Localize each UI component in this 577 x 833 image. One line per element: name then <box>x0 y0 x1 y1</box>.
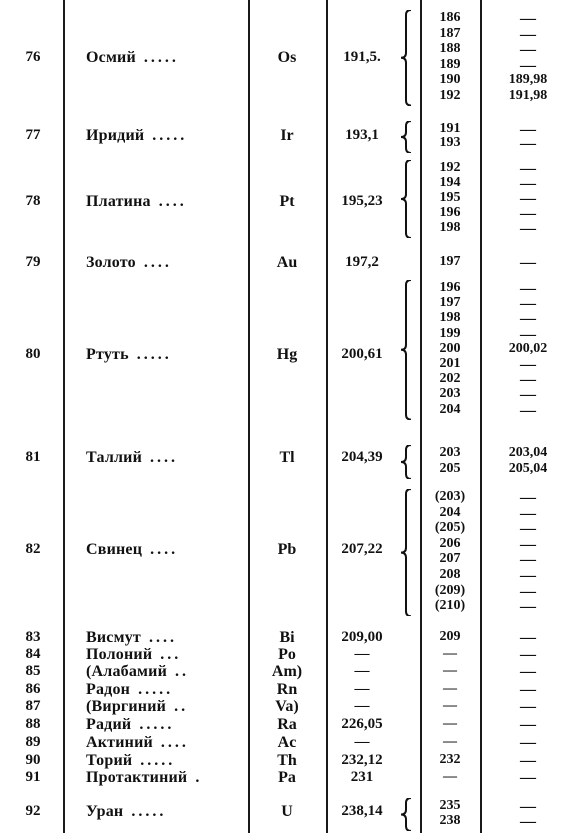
isotope-mass-number: 195 <box>439 190 461 205</box>
atomic-number: 90 <box>25 752 41 768</box>
leader-dots: ..... <box>140 752 176 769</box>
atomic-weight: 191,5. <box>343 49 381 65</box>
leader-dots: ..... <box>139 716 175 733</box>
atomic-number: 81 <box>25 449 41 465</box>
isotope-exact-mass: — <box>520 489 536 506</box>
isotope-exact-mass: — <box>520 504 536 522</box>
isotope-exact-mass: — <box>520 121 536 138</box>
leader-dots: .... <box>143 254 172 271</box>
atomic-weight: — <box>354 698 370 714</box>
atomic-weight: 204,39 <box>341 449 383 465</box>
isotope-mass-number: (210) <box>434 598 466 614</box>
element-symbol: Pb <box>277 541 297 558</box>
element-name: Таллий <box>86 449 143 466</box>
isotope-mass-number: 188 <box>439 41 461 56</box>
isotope-exact-mass: — <box>520 254 536 271</box>
isotope-mass-number: 209 <box>439 629 461 644</box>
isotope-mass-number: — <box>443 646 457 661</box>
atomic-number: 91 <box>25 769 41 785</box>
isotope-mass-number: 197 <box>439 295 461 311</box>
isotope-mass-number: (203) <box>434 489 466 504</box>
isotope-mass-number: 193 <box>439 135 461 150</box>
element-symbol: Pa <box>278 769 296 786</box>
atomic-weight: — <box>354 734 370 750</box>
isotope-exact-mass: — <box>520 663 536 680</box>
isotope-mass-number: 198 <box>439 220 461 235</box>
atomic-weight: 238,14 <box>341 803 383 819</box>
element-symbol: Au <box>276 254 298 271</box>
isotope-exact-mass: — <box>520 551 536 569</box>
isotope-mass-number: — <box>443 769 457 784</box>
isotope-exact-mass: — <box>520 371 536 389</box>
atomic-number: 87 <box>25 698 41 714</box>
curly-brace <box>400 445 414 479</box>
atomic-weight: 197,2 <box>345 254 379 270</box>
atomic-number: 92 <box>25 803 41 819</box>
curly-brace <box>400 121 414 153</box>
atomic-number: 77 <box>25 127 41 143</box>
leader-dots: .. <box>174 698 189 715</box>
element-name: Осмий <box>86 49 136 66</box>
isotope-mass-number: 194 <box>439 175 461 190</box>
atomic-weight: 209,00 <box>341 629 383 645</box>
atomic-weight: — <box>354 663 370 679</box>
element-symbol: Bi <box>279 629 295 646</box>
isotope-exact-mass: — <box>520 598 536 616</box>
isotope-exact-mass: — <box>520 401 536 419</box>
element-name: (Виргиний <box>86 698 167 715</box>
leader-dots: .. <box>175 663 189 680</box>
isotope-exact-mass: 205,04 <box>508 461 548 476</box>
leader-dots: ... <box>160 646 182 663</box>
isotope-exact-mass: 191,98 <box>508 87 548 103</box>
isotope-mass-number: 200 <box>439 340 461 356</box>
isotope-mass-number: 191 <box>439 121 461 136</box>
atomic-weight: 232,12 <box>341 752 383 768</box>
isotope-exact-mass: — <box>520 813 536 830</box>
atomic-number: 88 <box>25 716 41 732</box>
leader-dots: ..... <box>138 681 174 698</box>
curly-brace <box>400 10 414 106</box>
element-name: Висмут <box>86 629 141 646</box>
isotope-mass-number: — <box>443 663 457 678</box>
curly-brace <box>400 798 414 831</box>
element-symbol: U <box>281 803 293 820</box>
leader-dots: ..... <box>143 49 179 66</box>
curly-brace <box>400 489 414 616</box>
isotope-mass-number: 187 <box>439 25 461 41</box>
element-name: Уран <box>86 803 124 820</box>
isotope-mass-number: 189 <box>439 56 461 72</box>
atomic-weight: 207,22 <box>341 541 383 557</box>
element-symbol: Ir <box>280 127 294 144</box>
atomic-weight: 200,61 <box>341 346 383 362</box>
isotope-mass-number: 207 <box>439 551 461 567</box>
atomic-weight: 195,23 <box>341 193 383 209</box>
leader-dots: .... <box>148 629 177 646</box>
isotope-mass-number: 235 <box>439 798 461 813</box>
atomic-number: 76 <box>25 49 41 65</box>
element-name: Полоний <box>86 646 153 663</box>
isotope-exact-mass: — <box>520 356 536 373</box>
isotope-mass-number: 186 <box>439 10 461 25</box>
leader-dots: ..... <box>131 803 167 820</box>
isotope-exact-mass: — <box>520 798 536 815</box>
isotope-exact-mass: — <box>520 386 536 404</box>
isotope-mass-number: — <box>443 734 457 749</box>
isotope-mass-number: 203 <box>439 445 461 460</box>
isotope-mass-number: 196 <box>439 280 461 295</box>
element-name: Протактиний <box>86 769 188 786</box>
isotope-mass-number: 204 <box>439 401 461 417</box>
isotope-exact-mass: — <box>520 582 536 600</box>
atomic-number: 85 <box>25 663 41 679</box>
atomic-weight: 226,05 <box>341 716 383 732</box>
isotope-exact-mass: — <box>520 535 536 553</box>
element-symbol: Pt <box>279 193 295 210</box>
leader-dots: .... <box>150 449 179 466</box>
element-symbol: Ac <box>277 734 297 751</box>
isotope-exact-mass: — <box>520 10 536 27</box>
isotope-exact-mass: 189,98 <box>508 72 548 87</box>
isotope-exact-mass: — <box>520 280 536 297</box>
isotope-exact-mass: — <box>520 681 536 698</box>
isotope-mass-number: — <box>443 681 457 696</box>
atomic-number: 89 <box>25 734 41 750</box>
atomic-number: 86 <box>25 681 41 697</box>
leader-dots: .... <box>150 541 179 558</box>
leader-dots: ..... <box>136 346 172 363</box>
atomic-weight: 231 <box>350 769 374 785</box>
element-name: Золото <box>86 254 136 271</box>
atomic-number: 78 <box>25 193 41 209</box>
isotope-mass-number: — <box>443 716 457 731</box>
leader-dots: ..... <box>152 127 188 144</box>
leader-dots: .... <box>158 193 187 210</box>
isotope-mass-number: 232 <box>439 752 461 767</box>
isotope-mass-number: 199 <box>439 325 461 341</box>
isotope-exact-mass: — <box>520 520 536 538</box>
atomic-number: 79 <box>25 254 41 270</box>
atomic-number: 84 <box>25 646 41 662</box>
isotope-mass-number: 238 <box>439 813 461 828</box>
atomic-weight: 193,1 <box>345 127 379 143</box>
isotope-exact-mass: — <box>520 205 536 222</box>
isotope-exact-mass: — <box>520 160 536 177</box>
curly-brace <box>400 160 414 238</box>
isotope-exact-mass: — <box>520 175 536 192</box>
atomic-number: 82 <box>25 541 41 557</box>
element-name: Платина <box>86 193 151 210</box>
element-name: Иридий <box>86 127 145 144</box>
element-name: Радон <box>86 681 131 698</box>
isotope-mass-number: — <box>443 698 457 713</box>
element-name: Ртуть <box>86 346 129 363</box>
element-name: Свинец <box>86 541 143 558</box>
isotope-exact-mass: — <box>520 769 536 786</box>
isotope-exact-mass: — <box>520 567 536 584</box>
element-symbol: Va) <box>275 698 299 715</box>
isotope-mass-number: 203 <box>439 386 461 402</box>
isotope-exact-mass: 200,02 <box>508 340 548 356</box>
isotope-mass-number: (209) <box>434 582 466 598</box>
element-symbol: Tl <box>279 449 295 466</box>
element-symbol: Th <box>277 752 297 769</box>
isotope-exact-mass: — <box>520 698 536 715</box>
atomic-number: 83 <box>25 629 41 645</box>
isotope-exact-mass: — <box>520 734 536 751</box>
element-symbol: Os <box>277 49 297 66</box>
isotope-mass-number: (205) <box>434 520 466 536</box>
isotope-exact-mass: — <box>520 295 536 313</box>
isotope-mass-number: 208 <box>439 567 461 582</box>
leader-dots: . <box>195 769 203 786</box>
isotope-mass-number: 190 <box>439 72 461 87</box>
isotope-exact-mass: — <box>520 752 536 769</box>
leader-dots: .... <box>160 734 189 751</box>
isotope-mass-number: 192 <box>439 160 461 175</box>
isotope-mass-number: 192 <box>439 87 461 103</box>
isotope-mass-number: 206 <box>439 535 461 551</box>
isotope-exact-mass: — <box>520 135 536 152</box>
element-symbol: Am) <box>271 663 303 680</box>
atomic-weight: — <box>354 646 370 662</box>
isotope-mass-number: 202 <box>439 371 461 387</box>
isotope-mass-number: 196 <box>439 205 461 220</box>
isotope-exact-mass: — <box>520 41 536 58</box>
isotope-mass-number: 205 <box>439 461 461 476</box>
element-symbol: Hg <box>276 346 298 363</box>
atomic-number: 80 <box>25 346 41 362</box>
isotope-mass-number: 204 <box>439 504 461 520</box>
element-symbol: Po <box>278 646 296 663</box>
isotope-exact-mass: 203,04 <box>508 445 548 460</box>
curly-brace <box>400 280 414 420</box>
atomic-weight: — <box>354 681 370 697</box>
element-symbol: Rn <box>276 681 298 698</box>
isotope-exact-mass: — <box>520 325 536 343</box>
isotope-mass-number: 198 <box>439 310 461 326</box>
element-name: Торий <box>86 752 133 769</box>
isotope-exact-mass: — <box>520 220 536 237</box>
element-name: Радий <box>86 716 132 733</box>
isotope-exact-mass: — <box>520 56 536 74</box>
isotope-exact-mass: — <box>520 310 536 328</box>
isotope-exact-mass: — <box>520 716 536 733</box>
isotope-mass-number: 197 <box>439 254 461 269</box>
isotope-exact-mass: — <box>520 190 536 207</box>
isotope-mass-number: 201 <box>439 356 461 371</box>
isotope-exact-mass: — <box>520 629 536 646</box>
isotope-exact-mass: — <box>520 646 536 663</box>
element-name: (Алабамий <box>86 663 167 680</box>
element-name: Актиний <box>86 734 153 751</box>
isotope-exact-mass: — <box>520 25 536 43</box>
element-symbol: Ra <box>277 716 297 733</box>
